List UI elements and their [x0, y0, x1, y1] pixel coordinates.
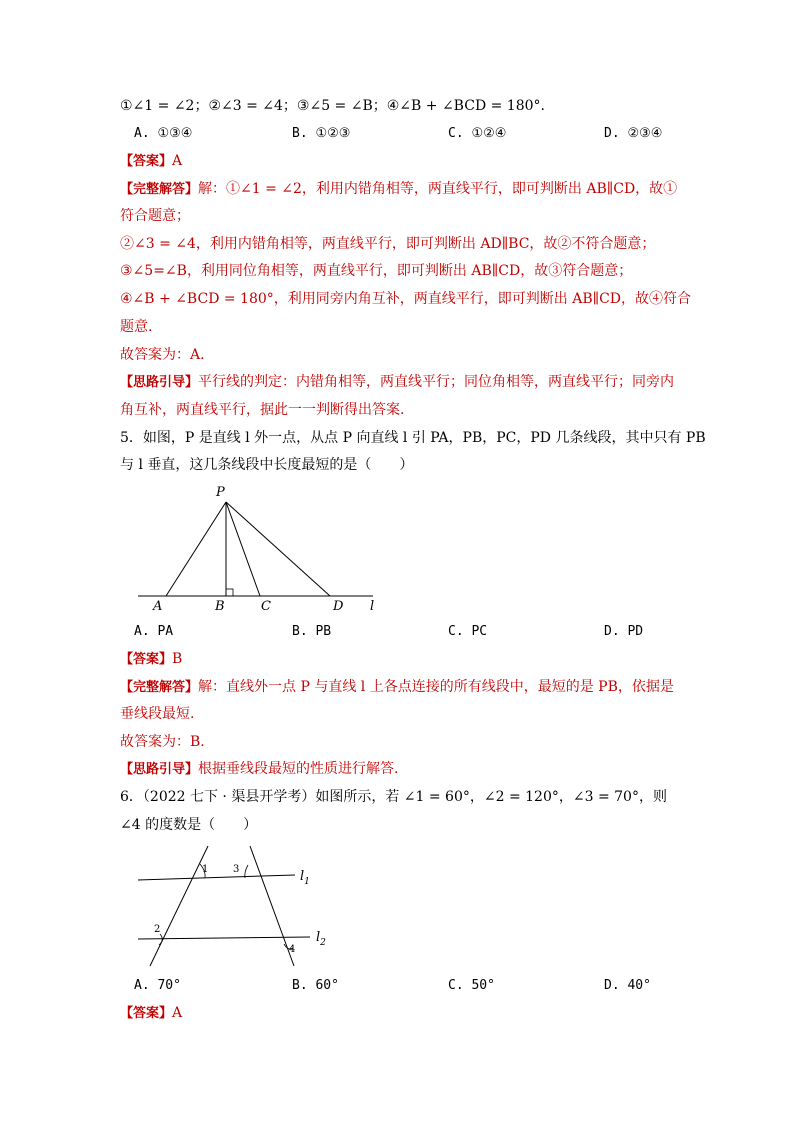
q4-option-a[interactable]: A. ①③④ — [134, 126, 193, 141]
q6-figure-parallel-lines — [130, 840, 350, 975]
q5-option-b[interactable]: B. PB — [292, 624, 332, 639]
q5-hint-row — [120, 759, 398, 780]
line-l1-label: $l_1$ — [300, 869, 310, 887]
hint-tag: 【思路引导】 — [120, 762, 199, 777]
q4-explain-row-5: ④∠B + ∠BCD = 180°，利用同旁内角互补，两直线平行，即可判断出 AB∥CD，故④符合 — [120, 291, 692, 307]
q5-option-c[interactable]: C. PC — [448, 624, 488, 639]
q4-explain-row-4: ③∠5=∠B，利用同位角相等，两直线平行，即可判断出 AB∥CD，故③符合题意； — [120, 263, 633, 279]
explain-text: 解：直线外一点 P 与直线 l 上各点连接的所有线段中，最短的是 PB，依据是 — [198, 679, 674, 695]
q6-option-c[interactable]: C. 50° — [448, 978, 495, 993]
answer-tag: 【答案】 — [120, 652, 173, 667]
answer-tag: 【答案】 — [120, 1006, 173, 1021]
answer-value: A — [172, 1005, 183, 1021]
q5-option-a[interactable]: A. PA — [134, 624, 174, 639]
label-b: B — [215, 599, 225, 614]
label-l: l — [370, 599, 375, 614]
q5-final-answer: 故答案为：B. — [120, 734, 205, 750]
q6-stem-line-1: 6．（2022 七下 · 渠县开学考）如图所示，若 ∠1 = 60°，∠2 = 120°，∠3 = 70°，则 — [120, 789, 667, 805]
answer-value: B — [172, 651, 183, 667]
q4-hint-row-2: 角互补，两直线平行，据此一一判断得出答案. — [120, 402, 405, 418]
q5-answer-row — [120, 649, 182, 670]
q5-explain-row-1 — [120, 677, 674, 698]
q6-option-d[interactable]: D. 40° — [604, 978, 651, 993]
q4-explain-row-6: 题意. — [120, 319, 153, 335]
q4-explain-row-3: ②∠3 = ∠4，利用内错角相等，两直线平行，即可判断出 AD∥BC，故②不符合题意； — [120, 236, 656, 252]
q5-stem-line-1: 5．如图，P 是直线 l 外一点，从点 P 向直线 l 引 PA，PB，PC，PD 几条线段，其中只有 PB — [120, 430, 706, 446]
q5-stem-line-2: 与 l 垂直，这几条线段中长度最短的是（ ） — [120, 457, 414, 473]
explain-tag: 【完整解答】 — [120, 182, 199, 197]
explain-text: 解：①∠1 = ∠2，利用内错角相等，两直线平行，即可判断出 AB∥CD，故① — [198, 181, 678, 197]
q4-answer-row — [120, 151, 182, 172]
angle-2-label: 2 — [154, 924, 161, 935]
q4-hint-row-1 — [120, 372, 674, 393]
q6-answer-row — [120, 1003, 182, 1024]
q4-final-answer: 故答案为：A. — [120, 347, 205, 363]
q6-option-b[interactable]: B. 60° — [292, 978, 339, 993]
angle-4-label: 4 — [289, 944, 296, 955]
hint-tag: 【思路引导】 — [120, 375, 199, 390]
hint-text: 根据垂线段最短的性质进行解答. — [198, 761, 399, 777]
q4-explain-row-2: 符合题意； — [120, 208, 190, 224]
hint-text: 平行线的判定：内错角相等，两直线平行；同位角相等，两直线平行；同旁内 — [198, 374, 675, 390]
q6-option-a[interactable]: A. 70° — [134, 978, 181, 993]
label-a: A — [153, 599, 163, 614]
q4-conditions: ①∠1 = ∠2；②∠3 = ∠4；③∠5 = ∠B；④∠B + ∠BCD = 180°. — [120, 98, 545, 114]
q4-option-c[interactable]: C. ①②④ — [448, 126, 507, 141]
q4-option-d[interactable]: D. ②③④ — [604, 126, 663, 141]
q5-figure-perpendicular — [130, 480, 390, 615]
line-l2-label: $l_2$ — [316, 930, 326, 948]
label-c: C — [261, 599, 271, 614]
label-p: P — [216, 485, 225, 500]
q5-explain-row-2: 垂线段最短. — [120, 706, 195, 722]
q6-stem-line-2: ∠4 的度数是（ ） — [120, 817, 258, 833]
explain-tag: 【完整解答】 — [120, 680, 199, 695]
q4-explain-row-1 — [120, 179, 677, 200]
q4-option-b[interactable]: B. ①②③ — [292, 126, 351, 141]
q5-option-d[interactable]: D. PD — [604, 624, 644, 639]
angle-1-label: 1 — [202, 864, 209, 875]
answer-tag: 【答案】 — [120, 154, 173, 169]
answer-value: A — [172, 153, 183, 169]
angle-3-label: 3 — [233, 864, 240, 875]
label-d: D — [333, 599, 344, 614]
